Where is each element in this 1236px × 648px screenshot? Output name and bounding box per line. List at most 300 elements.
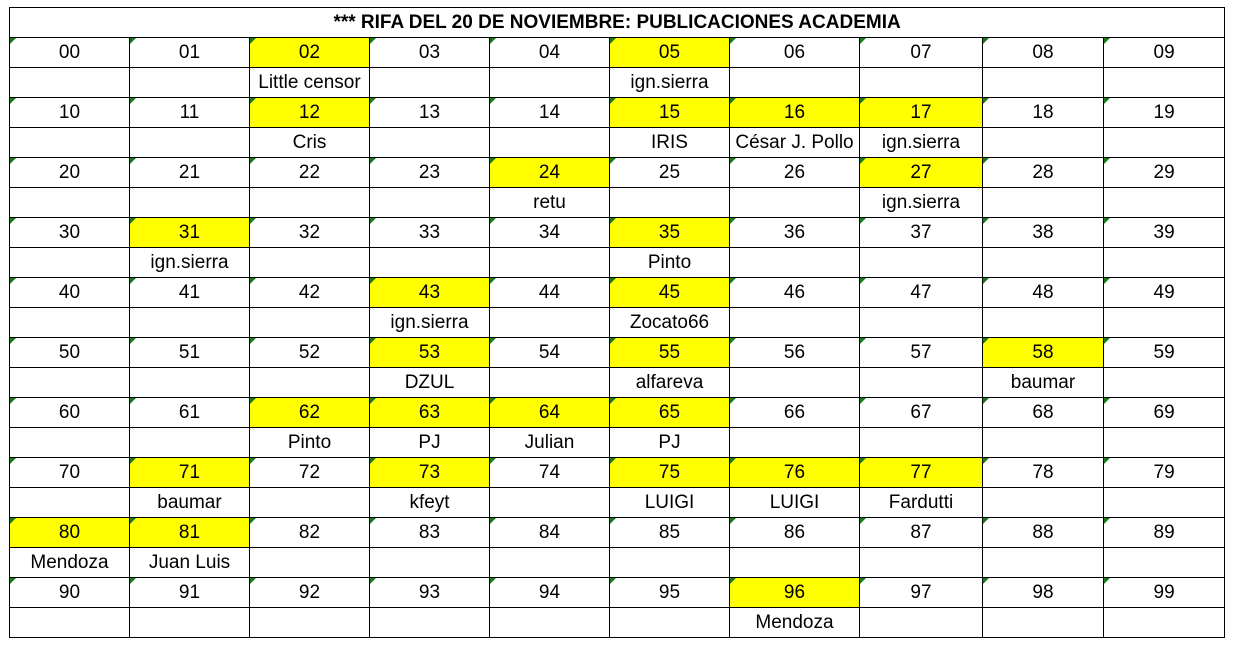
number-cell[interactable] (10, 158, 130, 188)
name-cell[interactable] (860, 608, 983, 638)
name-cell[interactable] (490, 248, 610, 278)
cell-marker-icon (730, 158, 736, 164)
number-label: 77 (910, 461, 932, 483)
name-cell[interactable] (250, 368, 370, 398)
number-cell[interactable] (860, 458, 983, 488)
name-cell[interactable] (1104, 368, 1225, 398)
number-cell[interactable] (610, 578, 730, 608)
name-cell[interactable]: Fardutti (860, 488, 983, 518)
name-cell[interactable] (610, 608, 730, 638)
number-cell[interactable] (370, 218, 490, 248)
name-cell[interactable] (860, 548, 983, 578)
number-cell[interactable] (250, 278, 370, 308)
number-cell[interactable] (1104, 158, 1225, 188)
number-cell[interactable] (10, 38, 130, 68)
number-label: 70 (58, 461, 81, 483)
number-label: 92 (298, 581, 321, 603)
name-cell[interactable]: PJ (610, 428, 730, 458)
name-cell[interactable] (490, 488, 610, 518)
number-cell[interactable] (10, 518, 130, 548)
number-cell[interactable] (250, 158, 370, 188)
number-label: 27 (910, 161, 932, 183)
number-cell[interactable] (860, 518, 983, 548)
name-cell[interactable] (490, 68, 610, 98)
name-cell[interactable]: Pinto (610, 248, 730, 278)
number-cell[interactable] (983, 158, 1104, 188)
number-cell[interactable] (730, 578, 860, 608)
number-cell[interactable] (1104, 458, 1225, 488)
name-cell[interactable] (250, 308, 370, 338)
name-cell[interactable]: ign.sierra (860, 188, 983, 218)
cell-marker-icon (370, 218, 376, 224)
cell-marker-icon (1104, 278, 1110, 284)
cell-marker-icon (250, 218, 256, 224)
number-label: 87 (910, 521, 932, 543)
cell-marker-icon (490, 338, 496, 344)
number-cell[interactable] (860, 338, 983, 368)
number-label: 30 (58, 221, 81, 243)
number-cell[interactable] (610, 158, 730, 188)
number-label: 56 (783, 341, 806, 363)
cell-marker-icon (1104, 98, 1110, 104)
number-cell[interactable] (130, 458, 250, 488)
cell-marker-icon (860, 398, 866, 404)
number-label: 72 (298, 461, 321, 483)
number-row (10, 278, 1225, 308)
number-cell[interactable] (983, 398, 1104, 428)
number-cell[interactable] (10, 278, 130, 308)
number-label: 50 (58, 341, 81, 363)
number-cell[interactable] (730, 218, 860, 248)
number-cell[interactable] (730, 98, 860, 128)
number-row (10, 458, 1225, 488)
sheet-title[interactable]: *** RIFA DEL 20 DE NOVIEMBRE: PUBLICACIONES ACADEMIA (10, 8, 1225, 38)
cell-marker-icon (610, 218, 616, 224)
number-cell[interactable] (10, 458, 130, 488)
name-cell[interactable] (1104, 548, 1225, 578)
name-cell[interactable] (370, 68, 490, 98)
number-cell[interactable] (730, 518, 860, 548)
cell-marker-icon (860, 578, 866, 584)
name-cell[interactable] (130, 368, 250, 398)
cell-marker-icon (983, 398, 989, 404)
cell-marker-icon (730, 578, 736, 584)
number-label: 82 (298, 521, 321, 543)
name-cell[interactable] (983, 128, 1104, 158)
name-cell[interactable] (10, 128, 130, 158)
cell-marker-icon (610, 98, 616, 104)
cell-marker-icon (983, 518, 989, 524)
number-cell[interactable] (490, 158, 610, 188)
number-cell[interactable] (130, 158, 250, 188)
number-cell[interactable] (490, 278, 610, 308)
name-cell[interactable] (250, 608, 370, 638)
name-cell[interactable] (130, 188, 250, 218)
name-cell[interactable]: LUIGI (730, 488, 860, 518)
name-cell[interactable] (250, 248, 370, 278)
number-cell[interactable] (610, 218, 730, 248)
number-label: 90 (58, 581, 81, 603)
name-cell[interactable] (490, 548, 610, 578)
name-cell[interactable]: Julian (490, 428, 610, 458)
cell-marker-icon (370, 338, 376, 344)
name-cell[interactable] (370, 608, 490, 638)
name-row (10, 188, 1225, 218)
number-label: 62 (298, 401, 321, 423)
number-label: 21 (178, 161, 201, 183)
cell-marker-icon (130, 338, 136, 344)
number-label: 20 (58, 161, 81, 183)
cell-marker-icon (983, 38, 989, 44)
number-cell[interactable] (370, 518, 490, 548)
name-cell[interactable] (983, 548, 1104, 578)
number-cell[interactable] (10, 398, 130, 428)
number-cell[interactable] (983, 338, 1104, 368)
name-cell[interactable] (730, 68, 860, 98)
name-cell[interactable]: ign.sierra (860, 128, 983, 158)
cell-marker-icon (1104, 38, 1110, 44)
cell-marker-icon (730, 458, 736, 464)
cell-marker-icon (370, 278, 376, 284)
cell-marker-icon (130, 518, 136, 524)
number-cell[interactable] (860, 98, 983, 128)
name-cell[interactable] (730, 368, 860, 398)
number-label: 86 (783, 521, 806, 543)
name-cell[interactable]: Mendoza (730, 608, 860, 638)
number-cell[interactable] (610, 398, 730, 428)
number-cell[interactable] (1104, 98, 1225, 128)
cell-marker-icon (730, 518, 736, 524)
number-cell[interactable] (490, 398, 610, 428)
name-cell[interactable]: César J. Pollo (730, 128, 860, 158)
name-cell[interactable] (10, 308, 130, 338)
name-cell[interactable] (860, 308, 983, 338)
cell-marker-icon (130, 458, 136, 464)
number-label: 59 (1153, 341, 1175, 363)
name-cell[interactable] (10, 368, 130, 398)
name-cell[interactable]: retu (490, 188, 610, 218)
number-cell[interactable] (983, 278, 1104, 308)
name-cell[interactable] (983, 488, 1104, 518)
cell-marker-icon (250, 578, 256, 584)
name-cell[interactable] (730, 548, 860, 578)
name-cell[interactable] (730, 308, 860, 338)
name-cell[interactable] (983, 68, 1104, 98)
name-cell[interactable] (1104, 488, 1225, 518)
number-cell[interactable] (370, 338, 490, 368)
number-cell[interactable] (250, 578, 370, 608)
cell-marker-icon (10, 518, 16, 524)
number-cell[interactable] (1104, 578, 1225, 608)
name-cell[interactable] (730, 188, 860, 218)
name-cell[interactable] (983, 608, 1104, 638)
name-cell[interactable] (490, 608, 610, 638)
cell-marker-icon (250, 158, 256, 164)
cell-marker-icon (983, 458, 989, 464)
number-cell[interactable] (130, 38, 250, 68)
cell-marker-icon (490, 518, 496, 524)
number-cell[interactable] (730, 38, 860, 68)
name-cell[interactable] (983, 248, 1104, 278)
cell-marker-icon (730, 38, 736, 44)
name-cell[interactable]: PJ (370, 428, 490, 458)
number-label: 34 (538, 221, 561, 243)
cell-marker-icon (730, 398, 736, 404)
number-cell[interactable] (1104, 338, 1225, 368)
name-cell[interactable] (10, 608, 130, 638)
number-cell[interactable] (610, 38, 730, 68)
number-cell[interactable] (730, 278, 860, 308)
cell-marker-icon (10, 398, 16, 404)
name-cell[interactable] (10, 428, 130, 458)
name-cell[interactable] (250, 548, 370, 578)
name-cell[interactable]: Zocato66 (610, 308, 730, 338)
number-cell[interactable] (250, 338, 370, 368)
name-cell[interactable] (610, 548, 730, 578)
number-cell[interactable] (860, 398, 983, 428)
name-cell[interactable] (860, 68, 983, 98)
cell-marker-icon (610, 518, 616, 524)
number-cell[interactable] (860, 218, 983, 248)
name-cell[interactable] (983, 188, 1104, 218)
name-cell[interactable]: DZUL (370, 368, 490, 398)
name-cell[interactable] (130, 428, 250, 458)
cell-marker-icon (370, 398, 376, 404)
name-cell[interactable] (370, 188, 490, 218)
name-row (10, 248, 1225, 278)
number-cell[interactable] (130, 98, 250, 128)
cell-marker-icon (130, 578, 136, 584)
number-cell[interactable] (983, 98, 1104, 128)
number-cell[interactable] (130, 398, 250, 428)
name-cell[interactable] (250, 488, 370, 518)
name-row (10, 548, 1225, 578)
cell-marker-icon (730, 278, 736, 284)
number-cell[interactable] (860, 38, 983, 68)
number-cell[interactable] (250, 458, 370, 488)
cell-marker-icon (10, 458, 16, 464)
name-cell[interactable] (130, 608, 250, 638)
number-cell[interactable] (370, 38, 490, 68)
name-cell[interactable] (1104, 188, 1225, 218)
number-label: 26 (783, 161, 806, 183)
number-cell[interactable] (1104, 38, 1225, 68)
cell-marker-icon (610, 278, 616, 284)
number-cell[interactable] (130, 518, 250, 548)
name-cell[interactable] (130, 68, 250, 98)
cell-marker-icon (10, 278, 16, 284)
number-cell[interactable] (983, 218, 1104, 248)
number-label: 68 (1032, 401, 1054, 423)
number-label: 37 (910, 221, 932, 243)
number-cell[interactable] (610, 518, 730, 548)
number-label: 17 (910, 101, 932, 123)
name-cell[interactable] (983, 308, 1104, 338)
number-cell[interactable] (1104, 398, 1225, 428)
name-cell[interactable] (250, 188, 370, 218)
name-row (10, 368, 1225, 398)
name-cell[interactable] (860, 428, 983, 458)
cell-marker-icon (130, 98, 136, 104)
number-cell[interactable] (983, 518, 1104, 548)
name-cell[interactable] (10, 68, 130, 98)
cell-marker-icon (983, 278, 989, 284)
number-label: 63 (418, 401, 441, 423)
name-cell[interactable] (983, 428, 1104, 458)
number-cell[interactable] (10, 98, 130, 128)
name-cell[interactable] (730, 248, 860, 278)
name-cell[interactable]: Mendoza (10, 548, 130, 578)
number-cell[interactable] (983, 458, 1104, 488)
number-label: 64 (538, 401, 561, 423)
name-cell[interactable] (730, 428, 860, 458)
number-label: 16 (783, 101, 806, 123)
number-cell[interactable] (370, 158, 490, 188)
name-cell[interactable]: Pinto (250, 428, 370, 458)
number-cell[interactable] (730, 398, 860, 428)
number-cell[interactable] (730, 458, 860, 488)
number-cell[interactable] (1104, 278, 1225, 308)
number-cell[interactable] (490, 518, 610, 548)
name-cell[interactable] (10, 248, 130, 278)
number-label: 89 (1153, 521, 1175, 543)
cell-marker-icon (130, 38, 136, 44)
cell-marker-icon (860, 158, 866, 164)
number-cell[interactable] (490, 338, 610, 368)
name-cell[interactable]: Little censor (250, 68, 370, 98)
cell-marker-icon (130, 278, 136, 284)
number-cell[interactable] (10, 578, 130, 608)
number-row (10, 578, 1225, 608)
cell-marker-icon (490, 458, 496, 464)
name-cell[interactable]: ign.sierra (130, 248, 250, 278)
name-cell[interactable] (370, 128, 490, 158)
number-row (10, 98, 1225, 128)
name-cell[interactable] (130, 308, 250, 338)
number-cell[interactable] (730, 158, 860, 188)
number-cell[interactable] (983, 38, 1104, 68)
number-cell[interactable] (1104, 218, 1225, 248)
name-cell[interactable] (370, 248, 490, 278)
name-cell[interactable]: ign.sierra (370, 308, 490, 338)
number-label: 43 (418, 281, 441, 303)
cell-marker-icon (370, 518, 376, 524)
number-label: 85 (658, 521, 681, 543)
number-label: 84 (538, 521, 561, 543)
cell-marker-icon (610, 398, 616, 404)
name-cell[interactable] (490, 368, 610, 398)
number-cell[interactable] (730, 338, 860, 368)
name-cell[interactable] (1104, 308, 1225, 338)
name-cell[interactable] (1104, 128, 1225, 158)
name-cell[interactable]: baumar (983, 368, 1104, 398)
cell-marker-icon (10, 98, 16, 104)
name-cell[interactable] (1104, 248, 1225, 278)
number-cell[interactable] (250, 38, 370, 68)
number-row (10, 518, 1225, 548)
name-cell[interactable]: Juan Luis (130, 548, 250, 578)
number-cell[interactable] (490, 578, 610, 608)
number-cell[interactable] (860, 158, 983, 188)
number-cell[interactable] (983, 578, 1104, 608)
number-cell[interactable] (490, 458, 610, 488)
name-cell[interactable]: LUIGI (610, 488, 730, 518)
number-cell[interactable] (490, 218, 610, 248)
number-cell[interactable] (370, 278, 490, 308)
name-cell[interactable]: alfareva (610, 368, 730, 398)
number-cell[interactable] (250, 518, 370, 548)
name-cell[interactable] (10, 488, 130, 518)
number-cell[interactable] (10, 218, 130, 248)
number-cell[interactable] (250, 98, 370, 128)
number-cell[interactable] (250, 218, 370, 248)
number-cell[interactable] (860, 278, 983, 308)
number-cell[interactable] (10, 338, 130, 368)
name-cell[interactable] (860, 248, 983, 278)
number-cell[interactable] (130, 278, 250, 308)
cell-marker-icon (1104, 338, 1110, 344)
number-cell[interactable] (370, 98, 490, 128)
name-cell[interactable]: ign.sierra (610, 68, 730, 98)
name-cell[interactable] (1104, 68, 1225, 98)
cell-marker-icon (860, 458, 866, 464)
number-label: 02 (298, 41, 321, 63)
name-cell[interactable] (10, 188, 130, 218)
cell-marker-icon (250, 458, 256, 464)
number-cell[interactable] (370, 578, 490, 608)
number-cell[interactable] (1104, 518, 1225, 548)
number-label: 76 (783, 461, 806, 483)
name-cell[interactable]: IRIS (610, 128, 730, 158)
name-cell[interactable]: baumar (130, 488, 250, 518)
number-cell[interactable] (610, 458, 730, 488)
number-cell[interactable] (490, 38, 610, 68)
cell-marker-icon (250, 278, 256, 284)
number-label: 78 (1032, 461, 1054, 483)
number-cell[interactable] (130, 578, 250, 608)
name-cell[interactable] (860, 368, 983, 398)
cell-marker-icon (1104, 458, 1110, 464)
number-cell[interactable] (610, 278, 730, 308)
cell-marker-icon (983, 218, 989, 224)
cell-marker-icon (490, 578, 496, 584)
number-cell[interactable] (370, 458, 490, 488)
number-cell[interactable] (370, 398, 490, 428)
name-cell[interactable] (1104, 428, 1225, 458)
number-row (10, 38, 1225, 68)
number-cell[interactable] (250, 398, 370, 428)
name-cell[interactable] (490, 128, 610, 158)
name-cell[interactable] (610, 188, 730, 218)
number-label: 60 (58, 401, 81, 423)
name-cell[interactable]: kfeyt (370, 488, 490, 518)
number-label: 55 (658, 341, 681, 363)
number-cell[interactable] (490, 98, 610, 128)
number-label: 04 (538, 41, 561, 63)
name-row (10, 68, 1225, 98)
number-cell[interactable] (610, 98, 730, 128)
name-cell[interactable] (490, 308, 610, 338)
number-cell[interactable] (860, 578, 983, 608)
number-cell[interactable] (130, 218, 250, 248)
number-label: 39 (1153, 221, 1175, 243)
name-cell[interactable] (370, 548, 490, 578)
name-cell[interactable] (130, 128, 250, 158)
number-cell[interactable] (130, 338, 250, 368)
number-cell[interactable] (610, 338, 730, 368)
name-cell[interactable] (1104, 608, 1225, 638)
name-cell[interactable]: Cris (250, 128, 370, 158)
